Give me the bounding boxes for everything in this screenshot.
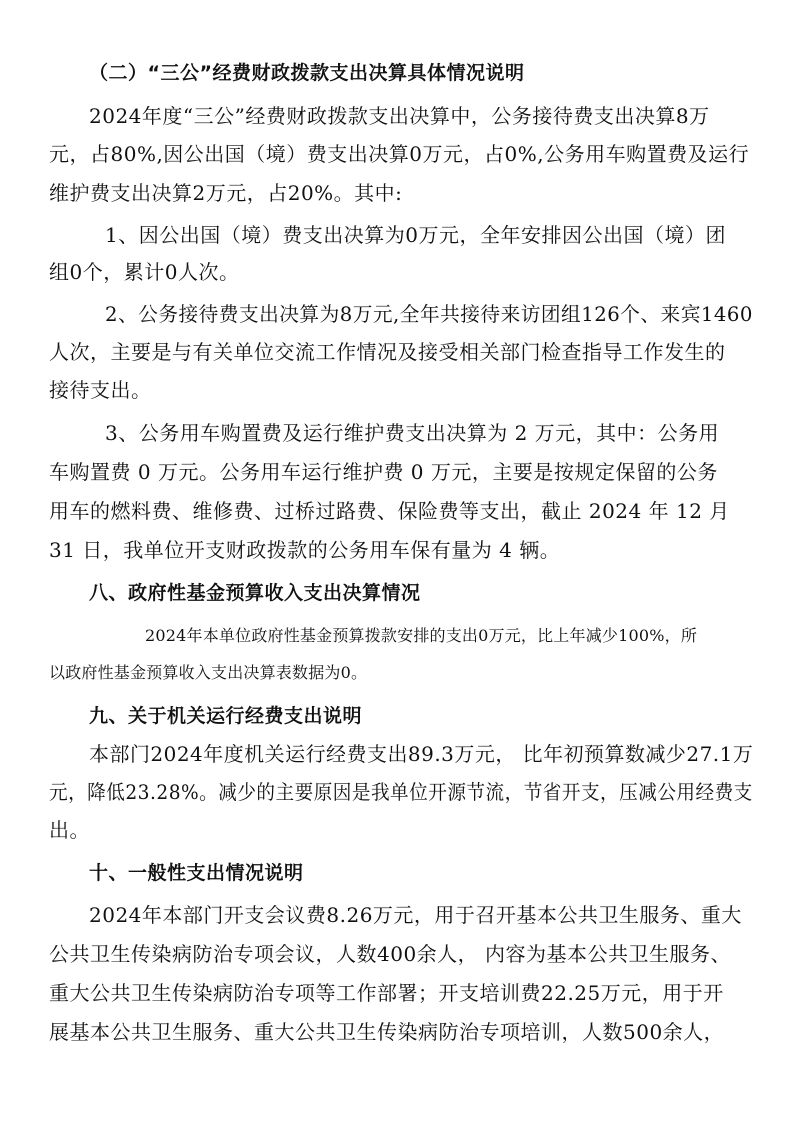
section-10-line: 2024年本部门开支会议费8.26万元，用于召开基本公共卫生服务、重大 bbox=[89, 903, 742, 927]
section-2-heading: （二）“三公”经费财政拨款支出决算具体情况说明 bbox=[89, 62, 525, 84]
section-9-line: 本部门2024年度机关运行经费支出89.3万元， 比年初预算数减少27.1万 bbox=[89, 742, 754, 766]
paragraph-line: 元，占80%,因公出国（境）费支出决算0万元，占0%,公务用车购置费及运行 bbox=[49, 142, 750, 166]
item-1-line: 组0个，累计0人次。 bbox=[49, 260, 240, 284]
section-8-line: 2024年本单位政府性基金预算拨款安排的支出0万元，比上年减少100%，所 bbox=[145, 626, 698, 645]
section-10-line: 展基本公共卫生服务、重大公共卫生传染病防治专项培训，人数500余人， bbox=[49, 1020, 725, 1044]
paragraph-line: 2024年度“三公”经费财政拨款支出决算中，公务接待费支出决算8万 bbox=[89, 104, 710, 128]
item-3-line: 3、公务用车购置费及运行维护费支出决算为 2 万元，其中：公务用 bbox=[105, 421, 720, 445]
section-8-line: 以政府性基金预算收入支出决算表数据为0。 bbox=[49, 663, 368, 682]
section-9-heading: 九、关于机关运行经费支出说明 bbox=[89, 705, 363, 727]
item-2-line: 2、公务接待费支出决算为8万元,全年共接待来访团组126个、来宾1460 bbox=[105, 302, 753, 326]
section-10-heading: 十、一般性支出情况说明 bbox=[89, 862, 304, 884]
item-3-line: 用车的燃料费、维修费、过桥过路费、保险费等支出，截止 2024 年 12 月 bbox=[49, 499, 730, 523]
section-9-line: 出。 bbox=[49, 818, 90, 842]
section-10-line: 公共卫生传染病防治专项会议，人数400余人， 内容为基本公共卫生服务、 bbox=[49, 942, 732, 966]
section-10-line: 重大公共卫生传染病防治专项等工作部署；开支培训费22.25万元，用于开 bbox=[49, 981, 724, 1005]
section-8-heading: 八、政府性基金预算收入支出决算情况 bbox=[89, 582, 421, 604]
item-2-line: 人次，主要是与有关单位交流工作情况及接受相关部门检查指导工作发生的 bbox=[49, 340, 726, 364]
item-3-line: 31 日，我单位开支财政拨款的公务用车保有量为 4 辆。 bbox=[49, 538, 561, 562]
paragraph-line: 维护费支出决算2万元，占20%。其中: bbox=[49, 181, 403, 205]
item-1-line: 1、因公出国（境）费支出决算为0万元，全年安排因公出国（境）团 bbox=[105, 223, 726, 247]
section-9-line: 元，降低23.28%。减少的主要原因是我单位开源节流，节省开支，压减公用经费支 bbox=[49, 780, 753, 804]
item-2-line: 接待支出。 bbox=[49, 378, 152, 402]
item-3-line: 车购置费 0 万元。公务用车运行维护费 0 万元，主要是按规定保留的公务 bbox=[49, 460, 718, 484]
